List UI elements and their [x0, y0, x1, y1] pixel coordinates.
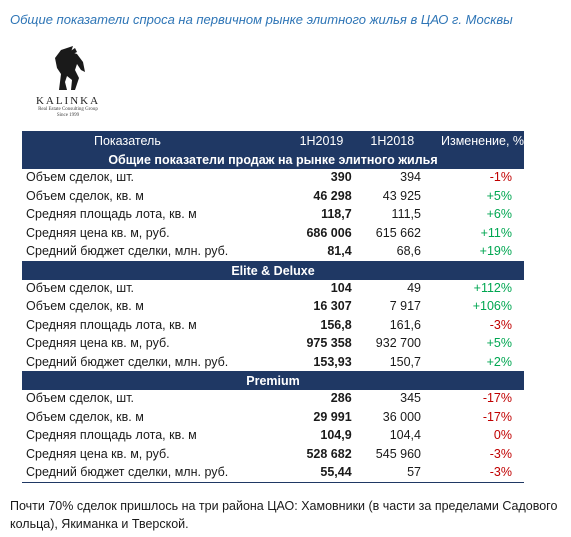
row-value-1h2018: 43 925 — [358, 187, 427, 206]
header-indicator: Показатель — [22, 131, 285, 151]
row-value-1h2019: 16 307 — [285, 298, 357, 317]
row-change: +112% — [427, 280, 524, 298]
horse-emblem-icon — [45, 44, 91, 94]
row-value-1h2018: 394 — [358, 169, 427, 187]
row-value-1h2019: 528 682 — [285, 445, 357, 464]
logo-since: Since 1999 — [56, 113, 80, 118]
row-indicator: Объем сделок, шт. — [22, 390, 285, 408]
logo-subtitle: Real Estate Consulting Group — [38, 107, 98, 112]
row-indicator: Средняя цена кв. м, руб. — [22, 445, 285, 464]
row-indicator: Объем сделок, шт. — [22, 280, 285, 298]
row-indicator: Средний бюджет сделки, млн. руб. — [22, 464, 285, 483]
section-title: Premium — [22, 372, 524, 391]
row-value-1h2019: 46 298 — [285, 187, 357, 206]
row-indicator: Средняя площадь лота, кв. м — [22, 427, 285, 446]
row-indicator: Объем сделок, кв. м — [22, 187, 285, 206]
table-header-row — [22, 131, 524, 151]
table-row — [22, 169, 524, 187]
row-value-1h2019: 286 — [285, 390, 357, 408]
row-indicator: Средняя площадь лота, кв. м — [22, 206, 285, 225]
row-value-1h2019: 156,8 — [285, 316, 357, 335]
row-change: -17% — [427, 408, 524, 427]
row-indicator: Средний бюджет сделки, млн. руб. — [22, 353, 285, 372]
row-value-1h2018: 150,7 — [358, 353, 427, 372]
demand-table — [22, 131, 524, 483]
row-value-1h2019: 390 — [285, 169, 357, 187]
header-change: Изменение, % — [427, 131, 524, 151]
row-change: -3% — [427, 316, 524, 335]
table-row — [22, 427, 524, 446]
row-indicator: Объем сделок, шт. — [22, 169, 285, 187]
page-title: Общие показатели спроса на первичном рынке элитного жилья в ЦАО г. Москвы — [10, 12, 513, 27]
row-value-1h2019: 686 006 — [285, 224, 357, 243]
table-row — [22, 280, 524, 298]
row-indicator: Объем сделок, кв. м — [22, 408, 285, 427]
row-change: -3% — [427, 445, 524, 464]
section-header-row — [22, 372, 524, 391]
table-row — [22, 206, 524, 225]
table-row — [22, 187, 524, 206]
table-row — [22, 464, 524, 483]
table-row — [22, 445, 524, 464]
row-change: +11% — [427, 224, 524, 243]
row-change: 0% — [427, 427, 524, 446]
section-title: Общие показатели продаж на рынке элитного жилья — [22, 151, 524, 169]
row-value-1h2019: 104 — [285, 280, 357, 298]
row-change: +19% — [427, 243, 524, 262]
table-row — [22, 408, 524, 427]
row-change: +2% — [427, 353, 524, 372]
row-value-1h2019: 29 991 — [285, 408, 357, 427]
row-change: -17% — [427, 390, 524, 408]
row-value-1h2018: 57 — [358, 464, 427, 483]
row-change: +6% — [427, 206, 524, 225]
row-value-1h2018: 615 662 — [358, 224, 427, 243]
row-value-1h2019: 118,7 — [285, 206, 357, 225]
row-value-1h2018: 7 917 — [358, 298, 427, 317]
row-value-1h2018: 49 — [358, 280, 427, 298]
kalinka-logo — [26, 44, 110, 124]
row-value-1h2019: 55,44 — [285, 464, 357, 483]
header-1h2019: 1H2019 — [285, 131, 357, 151]
table-row — [22, 224, 524, 243]
row-value-1h2018: 932 700 — [358, 335, 427, 354]
row-change: +5% — [427, 187, 524, 206]
section-header-row — [22, 151, 524, 169]
row-value-1h2019: 975 358 — [285, 335, 357, 354]
row-change: +106% — [427, 298, 524, 317]
table-row — [22, 243, 524, 262]
section-title: Elite & Deluxe — [22, 261, 524, 280]
row-value-1h2018: 345 — [358, 390, 427, 408]
table-row — [22, 335, 524, 354]
section-header-row — [22, 261, 524, 280]
header-1h2018: 1H2018 — [358, 131, 427, 151]
table-row — [22, 353, 524, 372]
row-change: +5% — [427, 335, 524, 354]
row-value-1h2018: 111,5 — [358, 206, 427, 225]
row-indicator: Средняя площадь лота, кв. м — [22, 316, 285, 335]
row-value-1h2018: 68,6 — [358, 243, 427, 262]
table-row — [22, 298, 524, 317]
row-value-1h2018: 36 000 — [358, 408, 427, 427]
row-value-1h2019: 104,9 — [285, 427, 357, 446]
footnote: Почти 70% сделок пришлось на три района ЦАО: Хамовники (в части за пределами Садового кольца), Якиманка и Тверской. — [10, 499, 558, 531]
row-value-1h2018: 104,4 — [358, 427, 427, 446]
row-indicator: Средний бюджет сделки, млн. руб. — [22, 243, 285, 262]
row-value-1h2019: 153,93 — [285, 353, 357, 372]
logo-brand: KALINKA — [35, 95, 101, 107]
row-indicator: Средняя цена кв. м, руб. — [22, 335, 285, 354]
row-value-1h2018: 161,6 — [358, 316, 427, 335]
row-change: -1% — [427, 169, 524, 187]
row-value-1h2019: 81,4 — [285, 243, 357, 262]
table-row — [22, 316, 524, 335]
row-indicator: Средняя цена кв. м, руб. — [22, 224, 285, 243]
row-indicator: Объем сделок, кв. м — [22, 298, 285, 317]
row-change: -3% — [427, 464, 524, 483]
table-row — [22, 390, 524, 408]
row-value-1h2018: 545 960 — [358, 445, 427, 464]
